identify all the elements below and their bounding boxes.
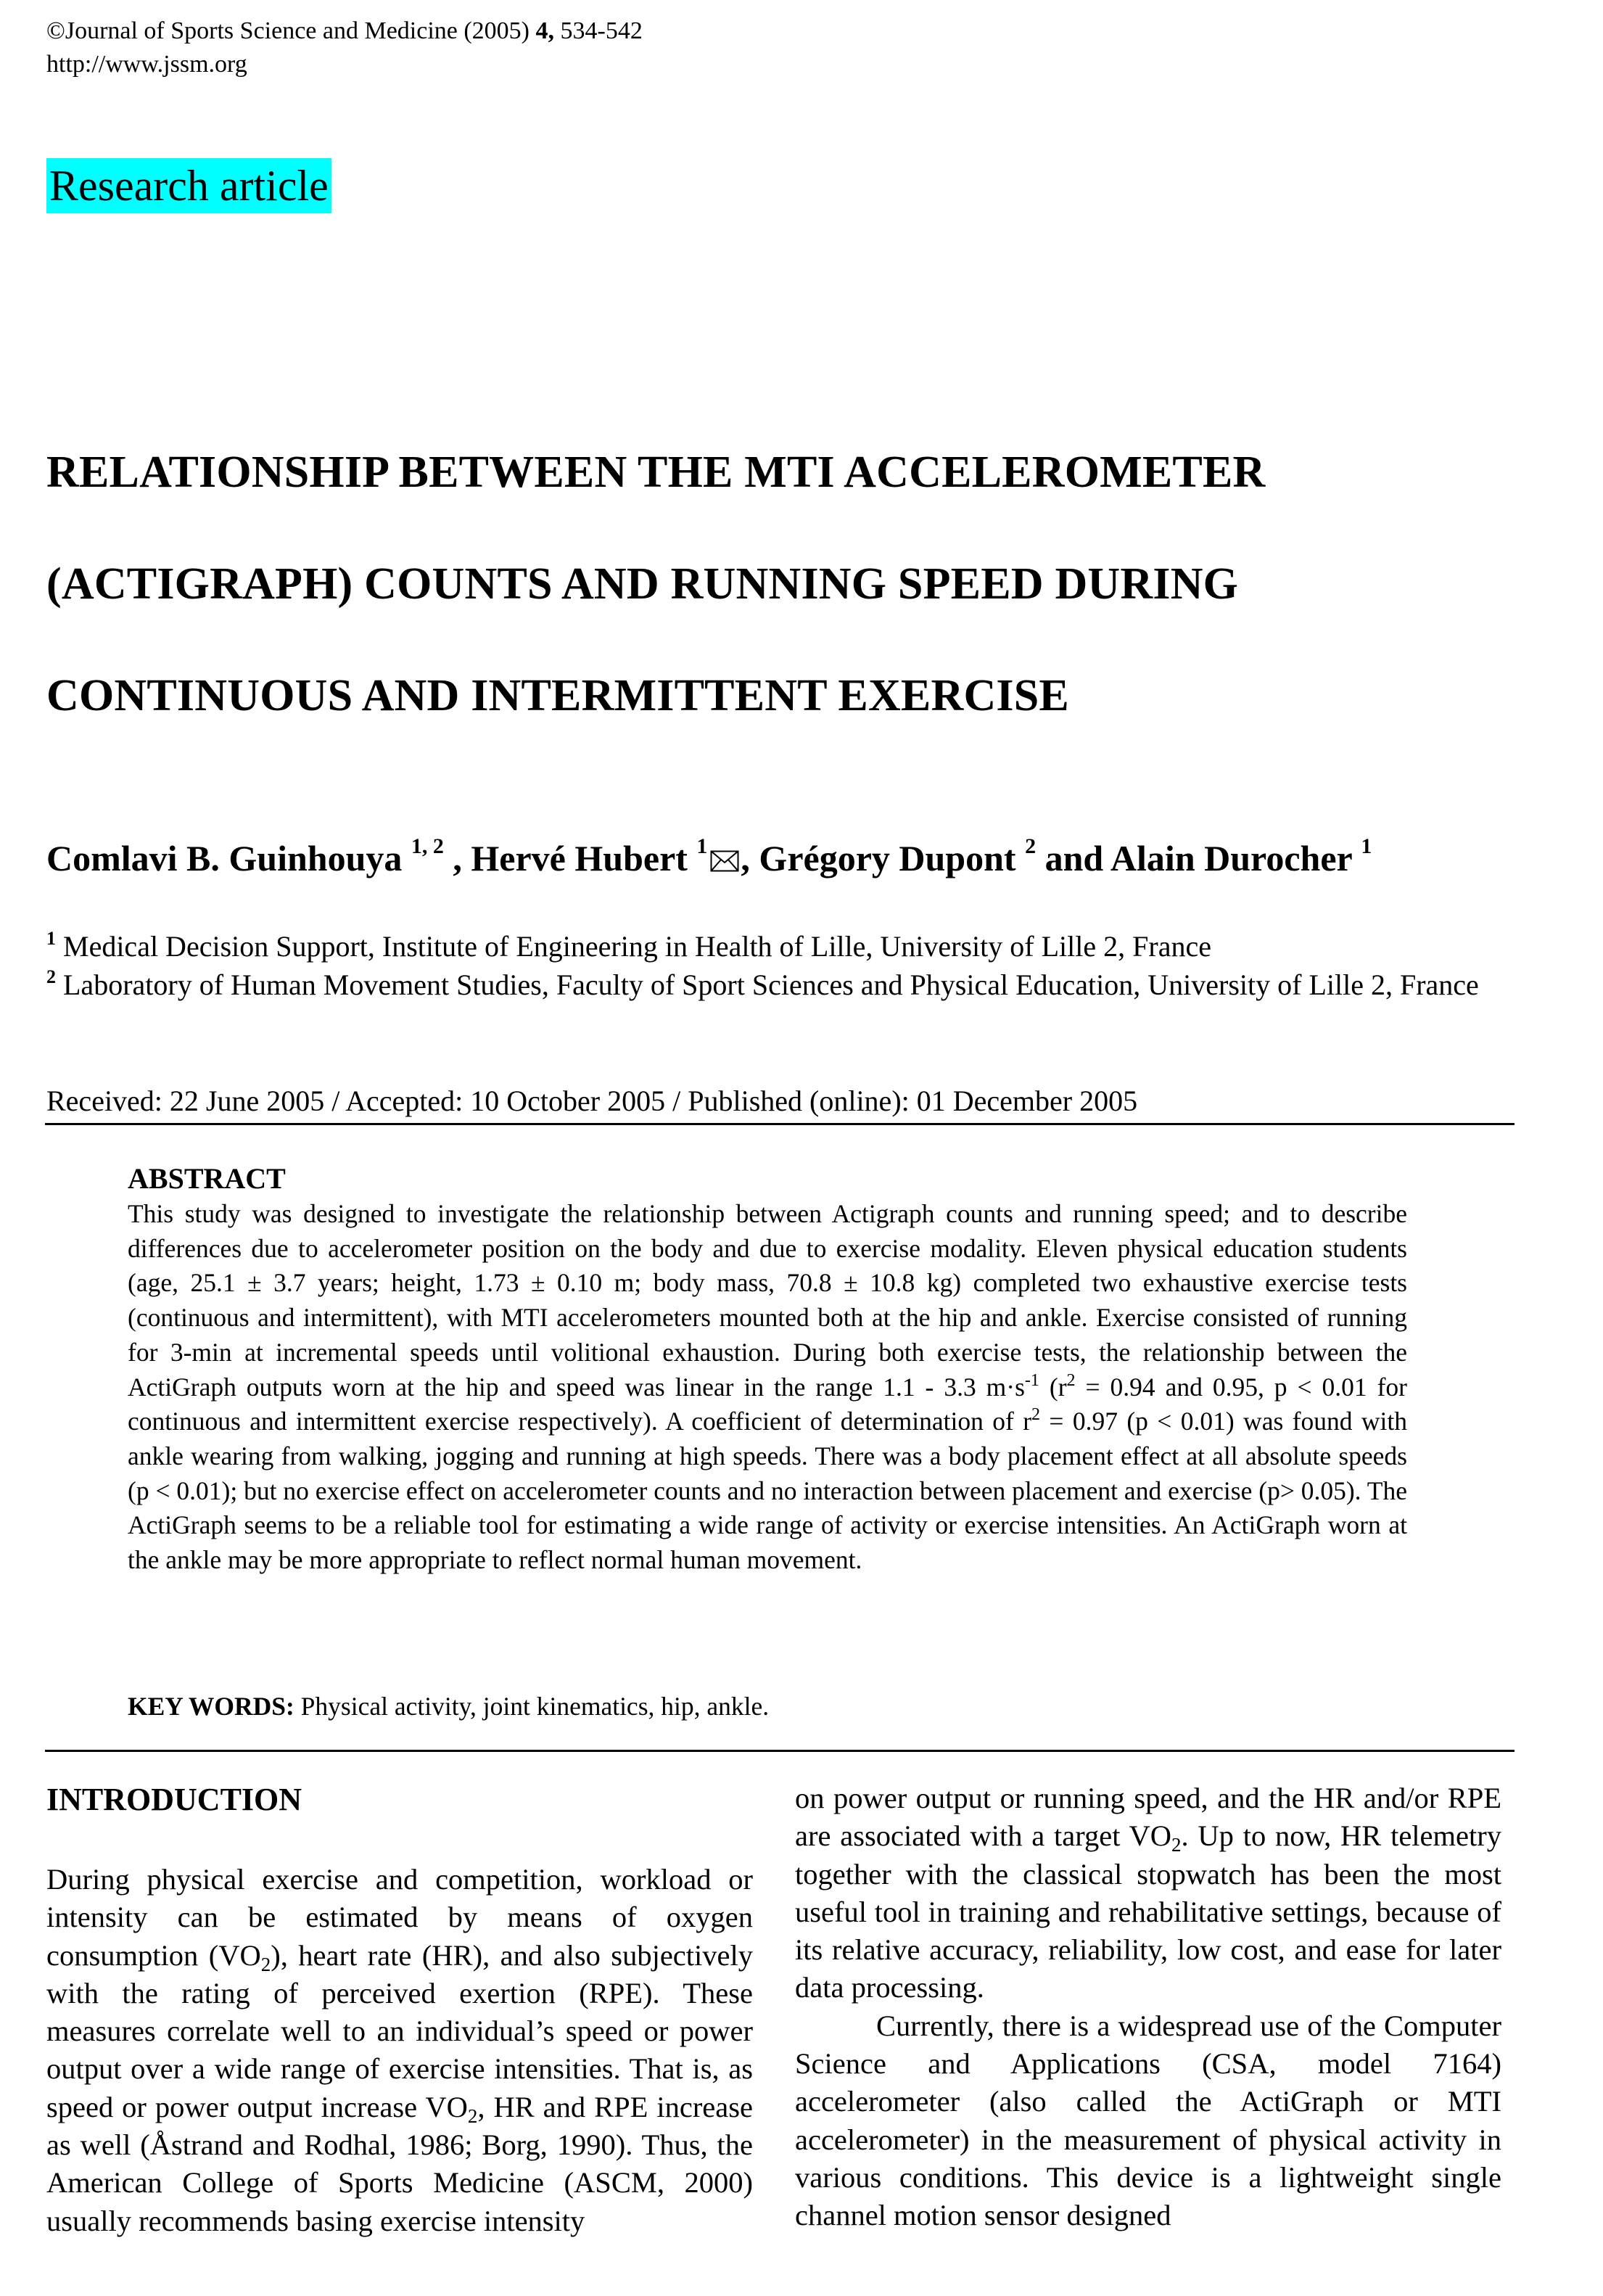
abstract-heading: ABSTRACT <box>128 1162 286 1195</box>
left-column <box>46 1779 753 2240</box>
journal-citation: ©Journal of Sports Science and Medicine (2005) 4, 534-542 <box>46 17 643 44</box>
divider <box>45 1123 1515 1125</box>
author-name: , Grégory Dupont <box>741 838 1026 879</box>
divider <box>45 1750 1515 1752</box>
author-list: Comlavi B. Guinhouya $^{1, 2}$ , Hervé Hubert $^1$ , Grégory Dupont $^2$ and Alain Durocher $^1$ <box>46 834 1372 879</box>
author-name: Comlavi B. Guinhouya <box>46 838 411 879</box>
keywords: KEY WORDS: Physical activity, joint kinematics, hip, ankle. <box>128 1692 770 1721</box>
journal-url[interactable]: http://www.jssm.org <box>46 51 247 78</box>
affiliation: $^2$ Laboratory of Human Movement Studies, Faculty of Sport Sciences and Physical Education, University of Lille 2, France <box>46 966 1479 1001</box>
section-heading: INTRODUCTION <box>46 1782 302 1817</box>
affiliation: $^1$ Medical Decision Support, Institute of Engineering in Health of Lille, University of Lille 2, France <box>46 928 1211 963</box>
article-type-badge: Research article <box>46 158 331 213</box>
author-name: , Hervé Hubert <box>443 838 697 879</box>
paper-title <box>46 416 1512 752</box>
right-column <box>795 1779 1501 2235</box>
received-dates: Received: 22 June 2005 / Accepted: 10 October 2005 / Published (online): 01 December 2005 <box>46 1085 1138 1117</box>
paragraph: During physical exercise and competition, workload or intensity can be estimated by means of oxygen consumption $(VO_2)$, heart rate (HR), and also subjectively with the rating of perceived exertion (RPE). These measures correlate well to an individual’s speed or power output over a wide range of exercise intensities. That is, as speed or power output increase $VO_2$, HR and RPE increase as well (Åstrand and Rodhal, 1986; Borg, 1990). Thus, the American College of Sports Medicine (ASCM, 2000) usually recommends basing exercise intensity <box>46 1863 754 2237</box>
affiliations <box>46 927 1497 1004</box>
title-line: (ACTIGRAPH) COUNTS AND RUNNING SPEED DURING <box>46 559 1239 609</box>
abstract-text: This study was designed to investigate the relationship between Actigraph counts and running speed; and to describe differences due to accelerometer position on the body and due to exercise modality. Eleven physical education students (age, 25.1 ± 3.7 years; height, 1.73 ± 0.10 m; body mass, 70.8 ± 10.8 kg) completed two exhaustive exercise tests (continuous and intermittent), with MTI accelerometers mounted both at the hip and ankle. Exercise consisted of running for 3-min at incremental speeds until volitional exhaustion. During both exercise tests, the relationship between the ActiGraph outputs worn at the hip and speed was linear in the range 1.1 - 3.3 $m\cdot s^{-1}$ ($r^2 = 0.94$ and 0.95, p < 0.01 for continuous and intermittent exercise respectively). A coefficient of determination of $r^2 = 0.97$ (p < 0.01) was found with ankle wearing from walking, jogging and running at high speeds. There was a body placement effect at all absolute speeds (p < 0.01); but no exercise effect on accelerometer counts and no interaction between placement and exercise (p> 0.05). The ActiGraph seems to be a reliable tool for estimating a wide range of activity or exercise intensities. An ActiGraph worn at the ankle may be more appropriate to reflect normal human movement. <box>128 1199 1407 1575</box>
author-name: and Alain Durocher <box>1036 838 1361 879</box>
paragraph: Currently, there is a widespread use of the Computer Science and Applications (CSA, model 7164) accelerometer (also called the ActiGraph or MTI accelerometer) in the measurement of physical activity in various conditions. This device is a lightweight single channel motion sensor designed <box>795 2009 1501 2232</box>
envelope-icon[interactable] <box>710 850 739 872</box>
title-line: RELATIONSHIP BETWEEN THE MTI ACCELEROMETER <box>46 448 1266 497</box>
journal-header <box>46 15 643 81</box>
abstract <box>128 1161 1407 1578</box>
paragraph: on power output or running speed, and the HR and/or RPE are associated with a target $VO_2$. Up to now, HR telemetry together with the classical stopwatch has been the most useful tool in training and rehabilitative settings, because of its relative accuracy, reliability, low cost, and ease for later data processing. <box>795 1782 1501 2004</box>
keywords-label: KEY WORDS: <box>128 1692 294 1721</box>
title-line: CONTINUOUS AND INTERMITTENT EXERCISE <box>46 671 1069 720</box>
